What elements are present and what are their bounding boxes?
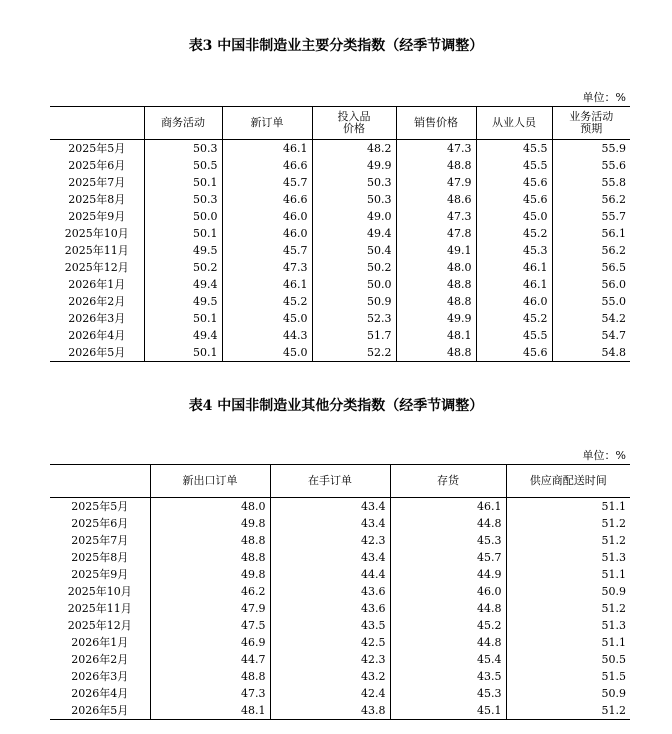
table-cell: 56.5: [552, 259, 630, 276]
table-row: [50, 293, 630, 310]
table-row: [50, 225, 630, 242]
table-cell: 45.5: [476, 327, 552, 344]
row-label: 2025年12月: [64, 260, 129, 274]
table-cell: 43.8: [270, 702, 390, 720]
row-label: 2025年6月: [71, 516, 129, 530]
table-row: [50, 259, 630, 276]
table-cell: 46.1: [222, 276, 312, 293]
row-label: 2025年9月: [71, 567, 129, 581]
row-label: 2025年10月: [64, 226, 129, 240]
table-cell: 45.7: [222, 174, 312, 191]
table-cell: 49.0: [312, 208, 396, 225]
table-cell: 54.8: [552, 344, 630, 362]
table-cell: 50.2: [144, 259, 222, 276]
row-label: 2026年1月: [71, 635, 129, 649]
table-cell: 50.3: [144, 140, 222, 158]
table-cell: 46.9: [150, 634, 270, 651]
table-cell: 43.4: [270, 515, 390, 532]
table-cell: 50.0: [144, 208, 222, 225]
table-cell: 45.2: [476, 225, 552, 242]
table-cell: 50.1: [144, 344, 222, 362]
table-cell: 54.2: [552, 310, 630, 327]
table-cell: 50.1: [144, 225, 222, 242]
table-row: [50, 549, 630, 566]
table-cell: 44.8: [390, 515, 506, 532]
table-cell: 49.8: [150, 515, 270, 532]
row-label: 2026年3月: [71, 669, 129, 683]
table-cell: 50.5: [506, 651, 630, 668]
table-cell: 55.6: [552, 157, 630, 174]
table3-header-4: 销售价格: [396, 107, 476, 140]
table-row: [50, 276, 630, 293]
table-cell: 49.4: [144, 327, 222, 344]
table-cell: 47.5: [150, 617, 270, 634]
table4-header-0: [50, 465, 150, 498]
table-row: [50, 208, 630, 225]
row-label: 2025年5月: [68, 141, 126, 155]
table-cell: 45.2: [222, 293, 312, 310]
table-row: [50, 344, 630, 362]
row-label: 2026年3月: [68, 311, 126, 325]
table-cell: 50.9: [506, 583, 630, 600]
table-cell: 46.1: [390, 498, 506, 516]
table-cell: 45.7: [390, 549, 506, 566]
row-label: 2025年12月: [67, 618, 132, 632]
table-cell: 51.3: [506, 549, 630, 566]
table-cell: 42.3: [270, 651, 390, 668]
table-cell: 45.6: [476, 174, 552, 191]
row-label: 2026年1月: [68, 277, 126, 291]
table-cell: 51.1: [506, 498, 630, 516]
table-cell: 50.1: [144, 174, 222, 191]
table-cell: 51.1: [506, 634, 630, 651]
table-cell: 46.0: [222, 225, 312, 242]
table-cell: 46.6: [222, 191, 312, 208]
table-cell: 50.9: [312, 293, 396, 310]
table-cell: 55.9: [552, 140, 630, 158]
table-cell: 43.2: [270, 668, 390, 685]
table-cell: 45.3: [390, 532, 506, 549]
table3-title: 表3 中国非制造业主要分类指数（经季节调整）: [188, 38, 484, 54]
table-cell: 47.9: [150, 600, 270, 617]
table-cell: 47.3: [396, 208, 476, 225]
row-label: 2025年8月: [71, 550, 129, 564]
table-cell: 51.2: [506, 702, 630, 720]
table-row: [50, 634, 630, 651]
table-cell: 45.0: [476, 208, 552, 225]
row-label: 2026年5月: [50, 702, 150, 720]
table-cell: 48.8: [396, 276, 476, 293]
table3-header-5: 从业人员: [476, 107, 552, 140]
table-row: [50, 583, 630, 600]
table4-title: 表4 中国非制造业其他分类指数（经季节调整）: [188, 398, 484, 414]
table-cell: 44.3: [222, 327, 312, 344]
table-row: [50, 515, 630, 532]
table4-unit: 单位：%: [582, 449, 626, 462]
table-cell: 48.8: [396, 344, 476, 362]
table-cell: 46.0: [222, 208, 312, 225]
table-cell: 52.3: [312, 310, 396, 327]
table-cell: 43.4: [270, 549, 390, 566]
table-cell: 54.7: [552, 327, 630, 344]
table-cell: 45.5: [476, 157, 552, 174]
table-cell: 45.4: [390, 651, 506, 668]
table-cell: 42.5: [270, 634, 390, 651]
table-cell: 44.9: [390, 566, 506, 583]
table-cell: 45.1: [390, 702, 506, 720]
table-cell: 46.1: [222, 140, 312, 158]
table-cell: 49.4: [312, 225, 396, 242]
table-cell: 45.3: [476, 242, 552, 259]
table-cell: 44.4: [270, 566, 390, 583]
table-cell: 50.3: [312, 174, 396, 191]
table-cell: 44.8: [390, 600, 506, 617]
row-label: 2025年9月: [68, 209, 126, 223]
table-row: [50, 242, 630, 259]
table-cell: 43.4: [270, 498, 390, 516]
table-cell: 48.0: [396, 259, 476, 276]
table-cell: 51.7: [312, 327, 396, 344]
table3-header-1: 商务活动: [144, 107, 222, 140]
table-cell: 51.2: [506, 532, 630, 549]
table-cell: 50.4: [312, 242, 396, 259]
table-cell: 45.7: [222, 242, 312, 259]
table-cell: 49.1: [396, 242, 476, 259]
table3-header-3: 投入品 价格: [312, 107, 396, 140]
row-label: 2026年2月: [71, 652, 129, 666]
table-cell: 48.0: [150, 498, 270, 516]
row-label: 2026年4月: [68, 328, 126, 342]
table-cell: 50.9: [506, 685, 630, 702]
row-label: 2025年7月: [68, 175, 126, 189]
table-row: [50, 310, 630, 327]
table-cell: 47.9: [396, 174, 476, 191]
row-label: 2025年6月: [68, 158, 126, 172]
table-cell: 45.6: [476, 191, 552, 208]
table-cell: 56.1: [552, 225, 630, 242]
table-row: [50, 651, 630, 668]
row-label: 2025年5月: [71, 499, 129, 513]
table-cell: 43.6: [270, 583, 390, 600]
table-cell: 44.8: [390, 634, 506, 651]
table-cell: 43.6: [270, 600, 390, 617]
table-cell: 55.0: [552, 293, 630, 310]
table-cell: 52.2: [312, 344, 396, 362]
row-label: 2026年4月: [71, 686, 129, 700]
table-cell: 42.3: [270, 532, 390, 549]
table-cell: 51.5: [506, 668, 630, 685]
table-cell: 48.8: [150, 532, 270, 549]
table-cell: 47.3: [396, 140, 476, 158]
table-cell: 46.0: [390, 583, 506, 600]
row-label: 2026年2月: [68, 294, 126, 308]
table-cell: 51.2: [506, 600, 630, 617]
row-label: 2026年5月: [50, 344, 144, 362]
table-cell: 56.2: [552, 242, 630, 259]
table-cell: 46.6: [222, 157, 312, 174]
table-cell: 50.0: [312, 276, 396, 293]
table-cell: 45.0: [222, 344, 312, 362]
table-cell: 46.2: [150, 583, 270, 600]
table-cell: 51.1: [506, 566, 630, 583]
table-row: [50, 600, 630, 617]
table-cell: 50.3: [312, 191, 396, 208]
table-row: [50, 566, 630, 583]
table-cell: 48.6: [396, 191, 476, 208]
table-cell: 49.9: [312, 157, 396, 174]
table-cell: 56.0: [552, 276, 630, 293]
table-cell: 46.0: [476, 293, 552, 310]
row-label: 2025年11月: [64, 243, 129, 257]
table-cell: 42.4: [270, 685, 390, 702]
table4-header-1: 新出口订单: [150, 465, 270, 498]
table-cell: 45.6: [476, 344, 552, 362]
table-cell: 46.1: [476, 276, 552, 293]
table-cell: 48.8: [396, 157, 476, 174]
table-cell: 45.0: [222, 310, 312, 327]
table-cell: 45.3: [390, 685, 506, 702]
table-cell: 48.1: [150, 702, 270, 720]
table-row: [50, 174, 630, 191]
table4-header-2: 在手订单: [270, 465, 390, 498]
table3: [50, 106, 630, 362]
row-label: 2025年8月: [68, 192, 126, 206]
table-cell: 50.1: [144, 310, 222, 327]
table-cell: 51.2: [506, 515, 630, 532]
table-cell: 43.5: [390, 668, 506, 685]
table-cell: 48.1: [396, 327, 476, 344]
table-cell: 49.9: [396, 310, 476, 327]
row-label: 2025年7月: [71, 533, 129, 547]
table-cell: 49.5: [144, 293, 222, 310]
table-cell: 48.2: [312, 140, 396, 158]
table-cell: 50.3: [144, 191, 222, 208]
table-cell: 45.2: [476, 310, 552, 327]
table-cell: 48.8: [150, 549, 270, 566]
table-cell: 46.1: [476, 259, 552, 276]
table-row: [50, 157, 630, 174]
table-cell: 44.7: [150, 651, 270, 668]
table3-header-2: 新订单: [222, 107, 312, 140]
table-cell: 55.7: [552, 208, 630, 225]
table-cell: 56.2: [552, 191, 630, 208]
table-cell: 45.2: [390, 617, 506, 634]
table-row: [50, 617, 630, 634]
table-cell: 50.2: [312, 259, 396, 276]
row-label: 2025年11月: [67, 601, 132, 615]
table-cell: 45.5: [476, 140, 552, 158]
table-row: [50, 327, 630, 344]
table-row: [50, 702, 630, 720]
table-cell: 49.8: [150, 566, 270, 583]
table3-header-0: [50, 107, 144, 140]
table3-header-6: 业务活动 预期: [552, 107, 630, 140]
table-row: [50, 685, 630, 702]
table-cell: 43.5: [270, 617, 390, 634]
table-cell: 47.3: [150, 685, 270, 702]
table-cell: 51.3: [506, 617, 630, 634]
table4-header-3: 存货: [390, 465, 506, 498]
table-cell: 55.8: [552, 174, 630, 191]
table-row: [50, 668, 630, 685]
table-row: [50, 532, 630, 549]
row-label: 2025年10月: [67, 584, 132, 598]
table3-unit: 单位：%: [582, 91, 626, 104]
table-cell: 48.8: [150, 668, 270, 685]
table-cell: 49.5: [144, 242, 222, 259]
table-cell: 49.4: [144, 276, 222, 293]
table-cell: 50.5: [144, 157, 222, 174]
table-cell: 47.8: [396, 225, 476, 242]
table-row: [50, 140, 630, 158]
table-cell: 47.3: [222, 259, 312, 276]
table-row: [50, 191, 630, 208]
table-row: [50, 498, 630, 516]
table-cell: 48.8: [396, 293, 476, 310]
table4: [50, 464, 630, 720]
table4-header-4: 供应商配送时间: [506, 465, 630, 498]
